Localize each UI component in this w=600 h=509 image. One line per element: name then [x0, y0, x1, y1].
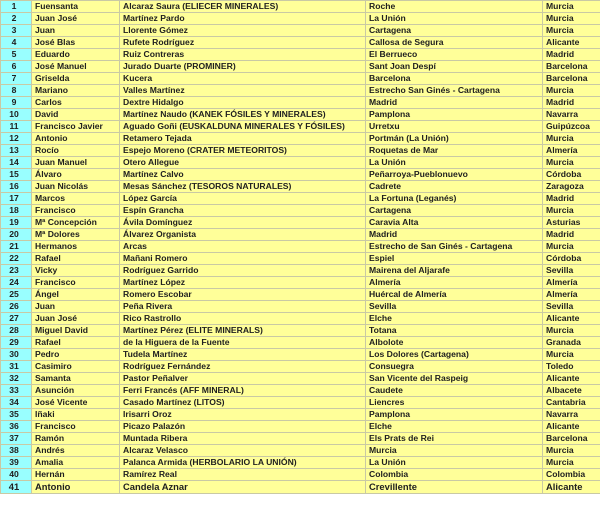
row-number-cell: 17: [1, 193, 32, 205]
table-row: [1, 229, 600, 241]
row-number-cell: 15: [1, 169, 32, 181]
city-cell: Almería: [366, 277, 543, 289]
table-row: [1, 85, 600, 97]
first-name-cell: Juan: [32, 301, 120, 313]
province-cell: Colombia: [543, 469, 600, 481]
first-name-cell: Ángel: [32, 289, 120, 301]
first-name-cell: Juan José: [32, 13, 120, 25]
city-cell: Callosa de Segura: [366, 37, 543, 49]
surname-company-cell: Martínez Naudo (KANEK FÓSILES Y MINERALES): [120, 109, 366, 121]
first-name-cell: Mª Concepción: [32, 217, 120, 229]
row-number-cell: 20: [1, 229, 32, 241]
province-cell: Sevilla: [543, 301, 600, 313]
province-cell: Murcia: [543, 1, 600, 13]
city-cell: Caravia Alta: [366, 217, 543, 229]
city-cell: Els Prats de Rei: [366, 433, 543, 445]
table-row: [1, 37, 600, 49]
first-name-cell: Juan: [32, 25, 120, 37]
row-number-cell: 34: [1, 397, 32, 409]
table-row: [1, 325, 600, 337]
city-cell: Roquetas de Mar: [366, 145, 543, 157]
province-cell: Sevilla: [543, 265, 600, 277]
row-number-cell: 12: [1, 133, 32, 145]
first-name-cell: Pedro: [32, 349, 120, 361]
surname-company-cell: López García: [120, 193, 366, 205]
surname-company-cell: Picazo Palazón: [120, 421, 366, 433]
surname-company-cell: de la Higuera de la Fuente: [120, 337, 366, 349]
row-number-cell: 18: [1, 205, 32, 217]
first-name-cell: Hernán: [32, 469, 120, 481]
table-row: [1, 97, 600, 109]
province-cell: Murcia: [543, 457, 600, 469]
first-name-cell: Hermanos: [32, 241, 120, 253]
table-row: [1, 337, 600, 349]
city-cell: Barcelona: [366, 73, 543, 85]
province-cell: Madrid: [543, 97, 600, 109]
city-cell: La Unión: [366, 13, 543, 25]
table-row: [1, 301, 600, 313]
row-number-cell: 33: [1, 385, 32, 397]
table-row: [1, 457, 600, 469]
city-cell: Urretxu: [366, 121, 543, 133]
province-cell: Madrid: [543, 229, 600, 241]
first-name-cell: Francisco: [32, 277, 120, 289]
city-cell: La Fortuna (Leganés): [366, 193, 543, 205]
province-cell: Barcelona: [543, 433, 600, 445]
members-table-body: [1, 1, 600, 494]
city-cell: Mairena del Aljarafe: [366, 265, 543, 277]
province-cell: Murcia: [543, 349, 600, 361]
city-cell: El Berrueco: [366, 49, 543, 61]
province-cell: Alicante: [543, 481, 600, 494]
first-name-cell: Mª Dolores: [32, 229, 120, 241]
province-cell: Murcia: [543, 241, 600, 253]
row-number-cell: 35: [1, 409, 32, 421]
table-row: [1, 109, 600, 121]
first-name-cell: Fuensanta: [32, 1, 120, 13]
table-row: [1, 1, 600, 13]
surname-company-cell: Dextre Hidalgo: [120, 97, 366, 109]
first-name-cell: Mariano: [32, 85, 120, 97]
province-cell: Murcia: [543, 133, 600, 145]
first-name-cell: Antonio: [32, 481, 120, 494]
city-cell: Roche: [366, 1, 543, 13]
surname-company-cell: Ávila Domínguez: [120, 217, 366, 229]
first-name-cell: Antonio: [32, 133, 120, 145]
city-cell: La Unión: [366, 157, 543, 169]
surname-company-cell: Irisarri Oroz: [120, 409, 366, 421]
surname-company-cell: Valles Martínez: [120, 85, 366, 97]
row-number-cell: 38: [1, 445, 32, 457]
city-cell: La Unión: [366, 457, 543, 469]
table-row: [1, 133, 600, 145]
first-name-cell: Carlos: [32, 97, 120, 109]
surname-company-cell: Kucera: [120, 73, 366, 85]
city-cell: Cartagena: [366, 25, 543, 37]
table-row: [1, 469, 600, 481]
table-row: [1, 361, 600, 373]
surname-company-cell: Alcaraz Saura (ELIECER MINERALES): [120, 1, 366, 13]
row-number-cell: 30: [1, 349, 32, 361]
first-name-cell: Juan Manuel: [32, 157, 120, 169]
city-cell: Pamplona: [366, 109, 543, 121]
first-name-cell: Juan José: [32, 313, 120, 325]
table-row: [1, 397, 600, 409]
row-number-cell: 23: [1, 265, 32, 277]
table-row: [1, 157, 600, 169]
first-name-cell: José Blas: [32, 37, 120, 49]
first-name-cell: Rafael: [32, 253, 120, 265]
first-name-cell: José Manuel: [32, 61, 120, 73]
city-cell: Cartagena: [366, 205, 543, 217]
table-row: [1, 481, 600, 494]
table-row: [1, 445, 600, 457]
province-cell: Navarra: [543, 109, 600, 121]
surname-company-cell: Llorente Gómez: [120, 25, 366, 37]
province-cell: Guipúzcoa: [543, 121, 600, 133]
row-number-cell: 41: [1, 481, 32, 494]
province-cell: Zaragoza: [543, 181, 600, 193]
row-number-cell: 6: [1, 61, 32, 73]
table-row: [1, 13, 600, 25]
surname-company-cell: Palanca Armida (HERBOLARIO LA UNIÓN): [120, 457, 366, 469]
row-number-cell: 21: [1, 241, 32, 253]
first-name-cell: Casimiro: [32, 361, 120, 373]
province-cell: Barcelona: [543, 61, 600, 73]
surname-company-cell: Rodríguez Garrido: [120, 265, 366, 277]
province-cell: Navarra: [543, 409, 600, 421]
province-cell: Almería: [543, 277, 600, 289]
row-number-cell: 19: [1, 217, 32, 229]
row-number-cell: 9: [1, 97, 32, 109]
city-cell: Los Dolores (Cartagena): [366, 349, 543, 361]
city-cell: Caudete: [366, 385, 543, 397]
row-number-cell: 32: [1, 373, 32, 385]
surname-company-cell: Rico Rastrollo: [120, 313, 366, 325]
first-name-cell: Andrés: [32, 445, 120, 457]
province-cell: Alicante: [543, 373, 600, 385]
surname-company-cell: Martínez Calvo: [120, 169, 366, 181]
province-cell: Madrid: [543, 49, 600, 61]
surname-company-cell: Rufete Rodríguez: [120, 37, 366, 49]
first-name-cell: Francisco: [32, 205, 120, 217]
row-number-cell: 5: [1, 49, 32, 61]
city-cell: Sant Joan Despí: [366, 61, 543, 73]
province-cell: Córdoba: [543, 253, 600, 265]
city-cell: San Vicente del Raspeig: [366, 373, 543, 385]
province-cell: Albacete: [543, 385, 600, 397]
surname-company-cell: Espejo Moreno (CRATER METEORITOS): [120, 145, 366, 157]
table-row: [1, 217, 600, 229]
table-row: [1, 409, 600, 421]
table-row: [1, 385, 600, 397]
surname-company-cell: Pastor Peñalver: [120, 373, 366, 385]
surname-company-cell: Retamero Tejada: [120, 133, 366, 145]
first-name-cell: Asunción: [32, 385, 120, 397]
table-row: [1, 433, 600, 445]
row-number-cell: 16: [1, 181, 32, 193]
city-cell: Sevilla: [366, 301, 543, 313]
province-cell: Murcia: [543, 157, 600, 169]
province-cell: Barcelona: [543, 73, 600, 85]
city-cell: Colombia: [366, 469, 543, 481]
city-cell: Peñarroya-Pueblonuevo: [366, 169, 543, 181]
surname-company-cell: Otero Allegue: [120, 157, 366, 169]
first-name-cell: Vicky: [32, 265, 120, 277]
row-number-cell: 3: [1, 25, 32, 37]
table-row: [1, 181, 600, 193]
row-number-cell: 8: [1, 85, 32, 97]
table-row: [1, 193, 600, 205]
row-number-cell: 4: [1, 37, 32, 49]
row-number-cell: 37: [1, 433, 32, 445]
table-row: [1, 61, 600, 73]
table-row: [1, 25, 600, 37]
province-cell: Alicante: [543, 37, 600, 49]
province-cell: Asturias: [543, 217, 600, 229]
city-cell: Madrid: [366, 97, 543, 109]
city-cell: Crevillente: [366, 481, 543, 494]
row-number-cell: 7: [1, 73, 32, 85]
province-cell: Murcia: [543, 205, 600, 217]
city-cell: Consuegra: [366, 361, 543, 373]
province-cell: Murcia: [543, 13, 600, 25]
surname-company-cell: Jurado Duarte (PROMINER): [120, 61, 366, 73]
row-number-cell: 39: [1, 457, 32, 469]
row-number-cell: 26: [1, 301, 32, 313]
surname-company-cell: Arcas: [120, 241, 366, 253]
province-cell: Murcia: [543, 25, 600, 37]
row-number-cell: 29: [1, 337, 32, 349]
row-number-cell: 36: [1, 421, 32, 433]
first-name-cell: Francisco Javier: [32, 121, 120, 133]
province-cell: Córdoba: [543, 169, 600, 181]
city-cell: Pamplona: [366, 409, 543, 421]
row-number-cell: 31: [1, 361, 32, 373]
first-name-cell: Álvaro: [32, 169, 120, 181]
province-cell: Murcia: [543, 85, 600, 97]
province-cell: Almería: [543, 145, 600, 157]
city-cell: Madrid: [366, 229, 543, 241]
city-cell: Portmán (La Unión): [366, 133, 543, 145]
first-name-cell: José Vicente: [32, 397, 120, 409]
row-number-cell: 13: [1, 145, 32, 157]
row-number-cell: 28: [1, 325, 32, 337]
table-row: [1, 145, 600, 157]
surname-company-cell: Candela Aznar: [120, 481, 366, 494]
province-cell: Almería: [543, 289, 600, 301]
table-row: [1, 313, 600, 325]
city-cell: Elche: [366, 421, 543, 433]
table-row: [1, 253, 600, 265]
province-cell: Murcia: [543, 325, 600, 337]
surname-company-cell: Ramírez Real: [120, 469, 366, 481]
row-number-cell: 11: [1, 121, 32, 133]
city-cell: Espiel: [366, 253, 543, 265]
row-number-cell: 24: [1, 277, 32, 289]
surname-company-cell: Martínez López: [120, 277, 366, 289]
first-name-cell: Francisco: [32, 421, 120, 433]
table-row: [1, 121, 600, 133]
surname-company-cell: Tudela Martínez: [120, 349, 366, 361]
surname-company-cell: Alcaraz Velasco: [120, 445, 366, 457]
row-number-cell: 22: [1, 253, 32, 265]
surname-company-cell: Ferri Francés (AFF MINERAL): [120, 385, 366, 397]
table-row: [1, 49, 600, 61]
table-row: [1, 277, 600, 289]
surname-company-cell: Mesas Sánchez (TESOROS NATURALES): [120, 181, 366, 193]
surname-company-cell: Muntada Ribera: [120, 433, 366, 445]
table-row: [1, 373, 600, 385]
table-row: [1, 265, 600, 277]
first-name-cell: Amalia: [32, 457, 120, 469]
row-number-cell: 40: [1, 469, 32, 481]
first-name-cell: Samanta: [32, 373, 120, 385]
surname-company-cell: Espín Grancha: [120, 205, 366, 217]
first-name-cell: Juan Nicolás: [32, 181, 120, 193]
table-row: [1, 73, 600, 85]
surname-company-cell: Ruiz Contreras: [120, 49, 366, 61]
city-cell: Cadrete: [366, 181, 543, 193]
city-cell: Totana: [366, 325, 543, 337]
first-name-cell: Eduardo: [32, 49, 120, 61]
table-row: [1, 421, 600, 433]
first-name-cell: Ramón: [32, 433, 120, 445]
surname-company-cell: Martínez Pérez (ELITE MINERALS): [120, 325, 366, 337]
table-row: [1, 169, 600, 181]
first-name-cell: Marcos: [32, 193, 120, 205]
row-number-cell: 25: [1, 289, 32, 301]
first-name-cell: Rafael: [32, 337, 120, 349]
first-name-cell: Iñaki: [32, 409, 120, 421]
row-number-cell: 27: [1, 313, 32, 325]
surname-company-cell: Álvarez Organista: [120, 229, 366, 241]
city-cell: Elche: [366, 313, 543, 325]
city-cell: Estrecho de San Ginés - Cartagena: [366, 241, 543, 253]
city-cell: Huércal de Almería: [366, 289, 543, 301]
province-cell: Alicante: [543, 421, 600, 433]
table-row: [1, 349, 600, 361]
table-row: [1, 289, 600, 301]
city-cell: Albolote: [366, 337, 543, 349]
surname-company-cell: Peña Rivera: [120, 301, 366, 313]
province-cell: Murcia: [543, 445, 600, 457]
city-cell: Liencres: [366, 397, 543, 409]
surname-company-cell: Rodríguez Fernández: [120, 361, 366, 373]
surname-company-cell: Mañani Romero: [120, 253, 366, 265]
row-number-cell: 2: [1, 13, 32, 25]
surname-company-cell: Martínez Pardo: [120, 13, 366, 25]
row-number-cell: 10: [1, 109, 32, 121]
province-cell: Cantabria: [543, 397, 600, 409]
surname-company-cell: Casado Martínez (LITOS): [120, 397, 366, 409]
first-name-cell: Griselda: [32, 73, 120, 85]
first-name-cell: Miguel David: [32, 325, 120, 337]
first-name-cell: Rocío: [32, 145, 120, 157]
row-number-cell: 14: [1, 157, 32, 169]
province-cell: Toledo: [543, 361, 600, 373]
province-cell: Madrid: [543, 193, 600, 205]
table-row: [1, 205, 600, 217]
city-cell: Estrecho San Ginés - Cartagena: [366, 85, 543, 97]
province-cell: Granada: [543, 337, 600, 349]
first-name-cell: David: [32, 109, 120, 121]
city-cell: Murcia: [366, 445, 543, 457]
surname-company-cell: Romero Escobar: [120, 289, 366, 301]
table-row: [1, 241, 600, 253]
surname-company-cell: Aguado Goñi (EUSKALDUNA MINERALES Y FÓSILES): [120, 121, 366, 133]
row-number-cell: 1: [1, 1, 32, 13]
province-cell: Alicante: [543, 313, 600, 325]
